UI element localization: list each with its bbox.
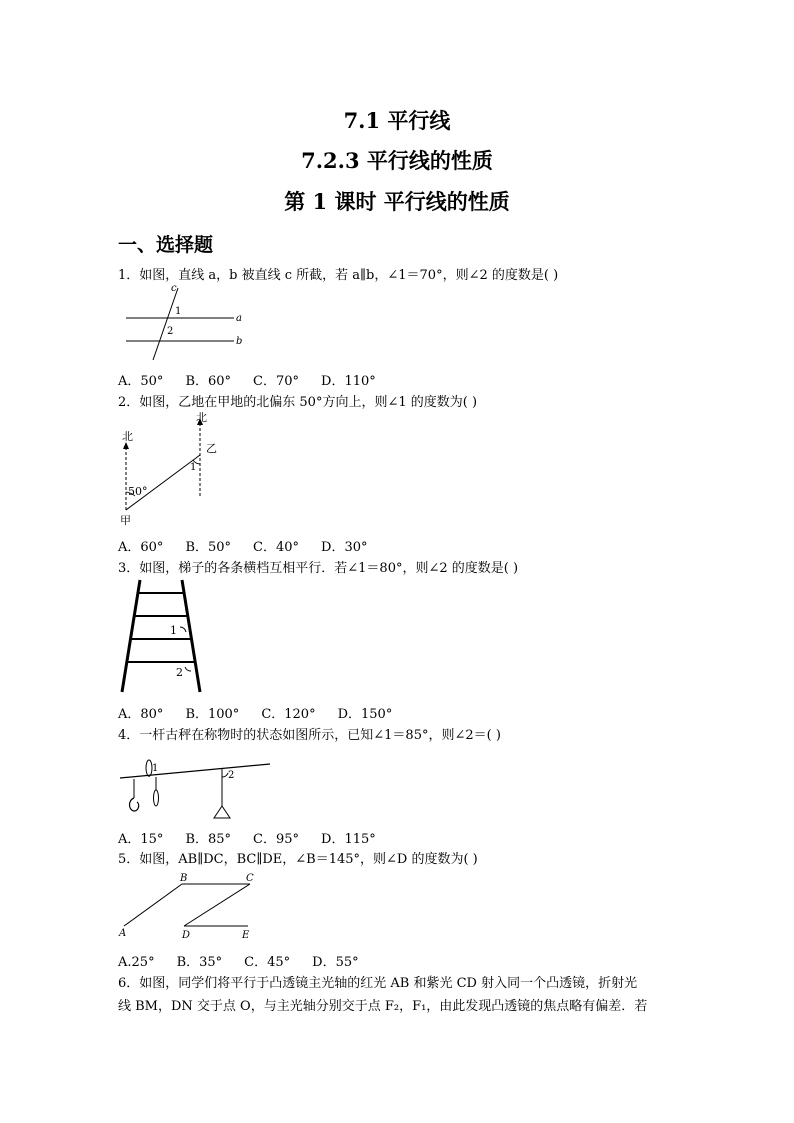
- choice-d[interactable]: D．110°: [321, 374, 376, 389]
- question-3-choices: [118, 703, 414, 722]
- choice-c[interactable]: C．120°: [261, 707, 316, 722]
- weight-triangle: [214, 806, 230, 818]
- choice-a[interactable]: A.25°: [118, 955, 155, 970]
- ladder-left-rail: [122, 580, 140, 692]
- question-5-text: 5．如图，AB∥DC，BC∥DE，∠B＝145°，则∠D 的度数为( ): [118, 852, 478, 867]
- angle-1-arc: [180, 627, 186, 632]
- lesson-title: 第 1 课时 平行线的性质: [284, 189, 510, 214]
- segment-jia-yi: [126, 455, 200, 510]
- angle-1-label: 1: [190, 462, 197, 473]
- angle-2-label: 2: [176, 666, 183, 679]
- choice-a[interactable]: A．15°: [118, 832, 164, 847]
- question-2-text: 2．如图，乙地在甲地的北偏东 50°方向上，则∠1 的度数为( ): [118, 395, 478, 410]
- angle-2-label: 2: [228, 770, 235, 781]
- angle-1-label: 1: [175, 306, 182, 317]
- choice-d[interactable]: D．115°: [321, 832, 376, 847]
- question-4-text: 4．一杆古秤在称物时的状态如图所示，已知∠1＝85°，则∠2＝( ): [118, 728, 501, 743]
- label-b: b: [236, 336, 243, 347]
- choice-d[interactable]: D．150°: [337, 707, 393, 722]
- question-2-figure: [118, 408, 228, 528]
- choice-a[interactable]: A．60°: [118, 540, 164, 555]
- choice-b[interactable]: B．35°: [176, 955, 223, 970]
- choice-b[interactable]: B．85°: [185, 832, 232, 847]
- label-b: B: [180, 873, 188, 884]
- ladder-right-rail: [182, 580, 200, 692]
- jia-label: 甲: [120, 514, 131, 527]
- choice-b[interactable]: B．60°: [185, 374, 232, 389]
- question-6-text-line-1: 6．如图，同学们将平行于凸透镜主光轴的红光 AB 和紫光 CD 射入同一个凸透镜，折射光: [118, 976, 638, 991]
- question-1-figure: [118, 282, 258, 362]
- question-6-text-line-2: 线 BM，DN 交于点 O，与主光轴分别交于点 F₂，F₁，由此发现凸透镜的焦点略有偏差．若: [118, 999, 648, 1014]
- choice-d[interactable]: D．55°: [312, 955, 359, 970]
- question-5-figure: [118, 870, 268, 945]
- label-d: D: [182, 930, 191, 941]
- choice-c[interactable]: C．95°: [253, 832, 300, 847]
- label-e: E: [242, 930, 250, 941]
- hook: [130, 798, 139, 811]
- angle-50-label: 50°: [128, 485, 148, 498]
- angle-2-label: 2: [167, 326, 174, 337]
- choice-b[interactable]: B．100°: [185, 707, 240, 722]
- choice-a[interactable]: A．80°: [118, 707, 164, 722]
- choice-c[interactable]: C．70°: [253, 374, 300, 389]
- yi-label: 乙: [206, 442, 217, 455]
- label-c: c: [171, 283, 177, 294]
- question-1-text: 1．如图，直线 a，b 被直线 c 所截，若 a∥b，∠1＝70°，则∠2 的度数是( ): [118, 268, 559, 283]
- steelyard-beam: [120, 764, 270, 778]
- segment-ab: [124, 884, 182, 926]
- question-4-choices: [118, 828, 398, 847]
- choice-c[interactable]: C．45°: [244, 955, 291, 970]
- question-3-text: 3．如图，梯子的各条横档互相平行．若∠1＝80°，则∠2 的度数是( ): [118, 561, 519, 576]
- counterweight-loop: [154, 790, 159, 806]
- question-2-choices: [118, 536, 390, 555]
- chapter-title: 7.1 平行线: [343, 108, 451, 133]
- label-a: A: [119, 928, 127, 939]
- choice-d[interactable]: D．30°: [321, 540, 368, 555]
- section-heading: 一、选择题: [118, 234, 214, 256]
- question-5-choices: [118, 951, 381, 970]
- angle-1-label: 1: [152, 763, 159, 774]
- label-c: C: [246, 873, 254, 884]
- segment-cd: [184, 884, 250, 926]
- choice-b[interactable]: B．50°: [185, 540, 232, 555]
- question-3-figure: [118, 576, 218, 694]
- angle-2-arc: [185, 667, 191, 671]
- north-arrow-jia: [123, 442, 129, 449]
- question-1-choices: [118, 370, 398, 389]
- choice-a[interactable]: A．50°: [118, 374, 164, 389]
- section-title: 7.2.3 平行线的性质: [301, 148, 493, 173]
- line-c: [153, 288, 178, 360]
- label-a: a: [236, 313, 242, 324]
- angle-1-label: 1: [170, 624, 177, 637]
- choice-c[interactable]: C．40°: [253, 540, 300, 555]
- north-label-yi: 北: [196, 411, 207, 424]
- question-4-figure: [118, 744, 278, 822]
- north-label-jia: 北: [122, 430, 133, 443]
